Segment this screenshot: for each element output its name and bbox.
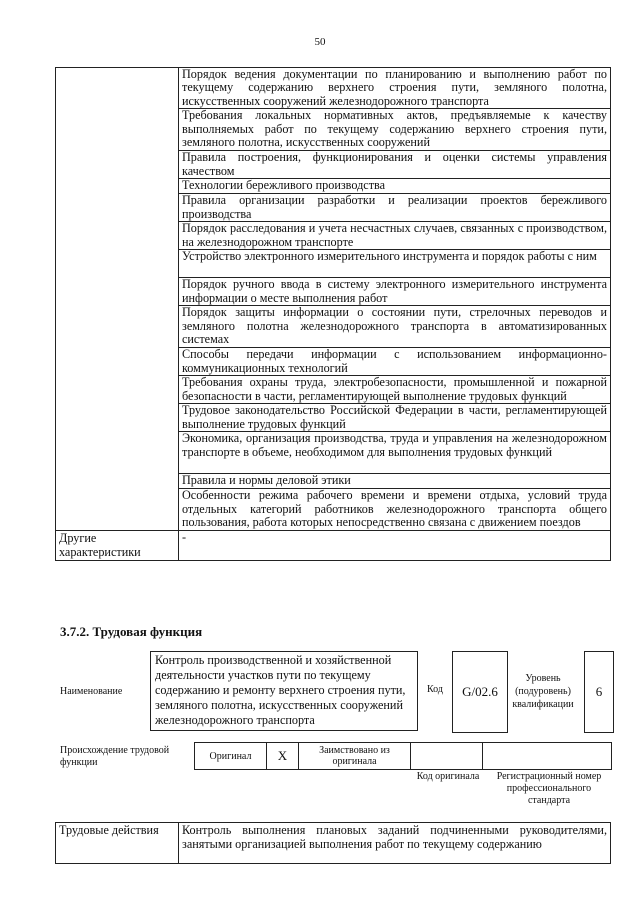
original-label: Оригинал xyxy=(195,743,267,770)
qualification-level-value: 6 xyxy=(584,651,614,733)
other-characteristics-row xyxy=(56,531,611,561)
actions-text: Контроль выполнения плановых заданий подчиненными руководителями, занятыми организацией выполнения работ по текущему содержанию xyxy=(179,823,611,864)
code-label: Код xyxy=(427,684,443,695)
qualification-level-label: Уровень (подуровень) квалификации xyxy=(512,673,574,710)
knowledge-item: Особенности режима рабочего времени и времени отдыха, условий труда отдельных категорий работников железнодорожного транспорта общего пользования, работа которых непосредственно связана с движением поездов xyxy=(179,489,611,531)
knowledge-item: Порядок расследования и учета несчастных случаев, связанных с производством, на железнодорожном транспорте xyxy=(179,222,611,250)
function-name-box: Контроль производственной и хозяйственной деятельности участков пути по текущему содержанию и ремонту верхнего строения пути, земляного полотна, искусственных сооружений железнодорожного транспорта xyxy=(150,651,418,731)
name-label: Наименование xyxy=(60,686,123,697)
knowledge-item: Порядок защиты информации о состоянии пути, стрелочных переводов и земляного полотна железнодорожного транспорта в автоматизированных системах xyxy=(179,306,611,348)
actions-row xyxy=(56,823,611,864)
knowledge-item: Требования локальных нормативных актов, предъявляемые к качеству выполняемых работ по текущему содержанию верхнего строения пути, земляного полотна, искусственных сооружений xyxy=(179,109,611,151)
reg-number-cell xyxy=(483,743,612,770)
knowledge-item: Трудовое законодательство Российской Федерации в части, регламентирующей выполнение трудовых функций xyxy=(179,404,611,432)
section-heading: 3.7.2. Трудовая функция xyxy=(60,624,203,639)
knowledge-item: Правила и нормы деловой этики xyxy=(179,474,611,489)
knowledge-item: Способы передачи информации с использованием информационно-коммуникационных технологий xyxy=(179,348,611,376)
borrowed-label: Заимствовано из оригинала xyxy=(299,743,411,770)
origin-row xyxy=(195,743,612,770)
knowledge-item: Правила построения, функционирования и оценки системы управления качеством xyxy=(179,151,611,179)
actions-table xyxy=(55,822,611,864)
code-original-label: Код оригинала xyxy=(416,771,480,782)
other-characteristics-value: - xyxy=(179,531,611,561)
knowledge-item: Технологии бережливого производства xyxy=(179,179,611,194)
knowledge-table xyxy=(55,67,611,561)
original-mark: X xyxy=(267,743,299,770)
knowledge-item: Правила организации разработки и реализации проектов бережливого производства xyxy=(179,194,611,222)
actions-label: Трудовые действия xyxy=(56,823,179,864)
other-characteristics-label: Другие характеристики xyxy=(56,531,179,561)
knowledge-item: Требования охраны труда, электробезопасности, промышленной и пожарной безопасности в части, регламентирующей выполнение трудовых функций xyxy=(179,376,611,404)
origin-label: Происхождение трудовой функции xyxy=(60,745,170,768)
knowledge-row xyxy=(56,68,611,109)
reg-number-label: Регистрационный номер профессионального стандарта xyxy=(496,771,602,806)
knowledge-item: Экономика, организация производства, труда и управления на железнодорожном транспорте в объеме, необходимом для выполнения трудовых функций xyxy=(179,432,611,474)
code-value: G/02.6 xyxy=(452,651,508,733)
knowledge-label-cell xyxy=(56,68,179,531)
code-original-cell xyxy=(411,743,483,770)
knowledge-item: Порядок ручного ввода в систему электронного измерительного инструмента информации о месте выполнения работ xyxy=(179,278,611,306)
origin-table xyxy=(194,742,612,770)
page-number: 50 xyxy=(314,36,326,48)
knowledge-item: Порядок ведения документации по планированию и выполнению работ по текущему содержанию верхнего строения пути, земляного полотна, искусственных сооружений железнодорожного транспорта xyxy=(179,68,611,109)
knowledge-item: Устройство электронного измерительного инструмента и порядок работы с ним xyxy=(179,250,611,278)
